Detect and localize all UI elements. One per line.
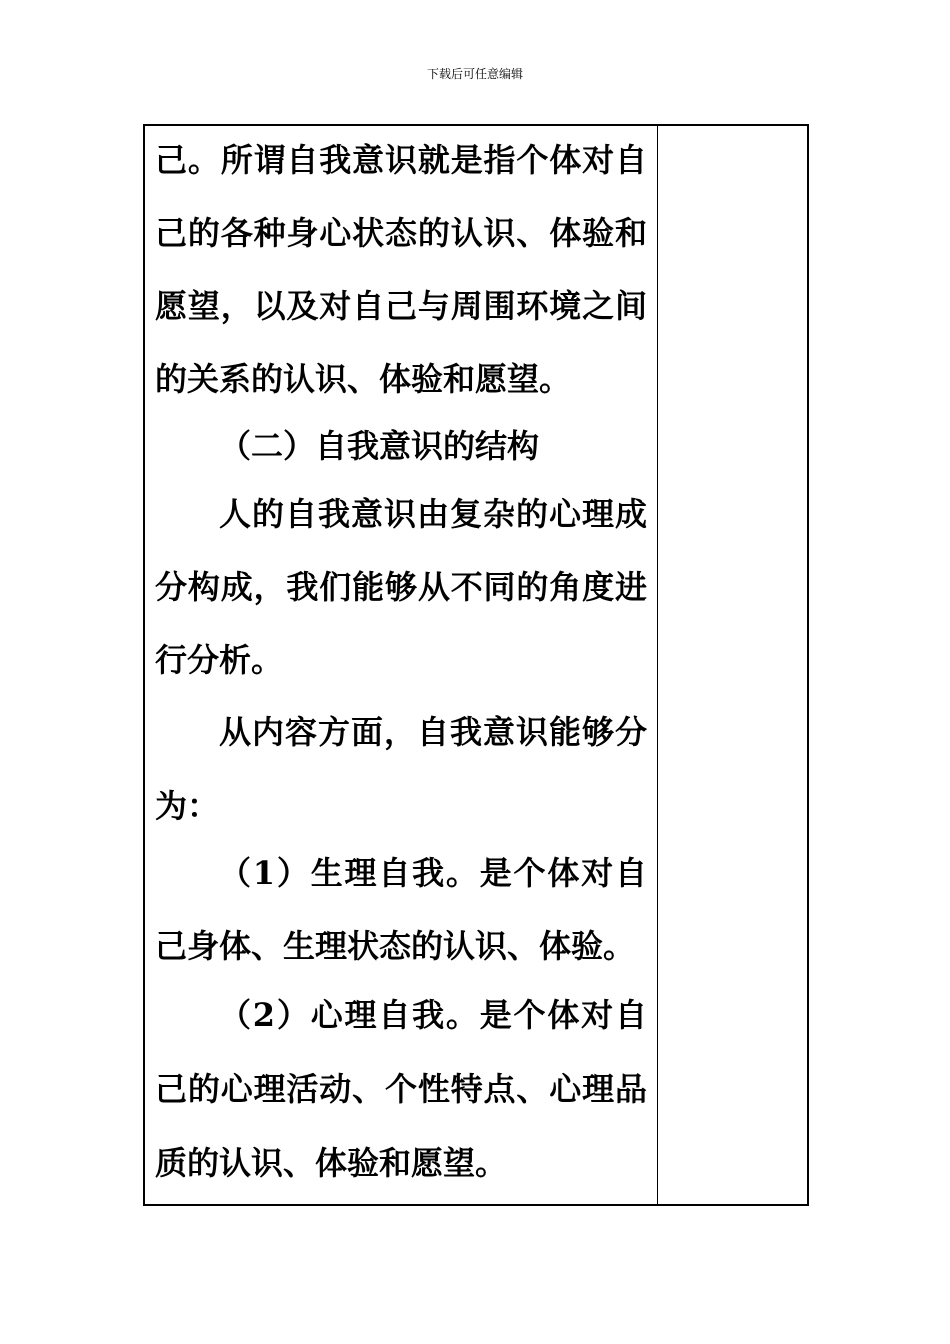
- text-line: 己的各种身心状态的认识、体验和: [155, 214, 647, 252]
- text-line: 从内容方面，自我意识能够分: [219, 713, 647, 751]
- text-line: 行分析。: [155, 641, 284, 679]
- document-table: [143, 124, 809, 1206]
- section-heading: （二）自我意识的结构: [219, 427, 540, 465]
- text-line: 愿望，以及对自己与周围环境之间: [155, 287, 647, 325]
- page-header: 下载后可任意编辑: [426, 67, 523, 81]
- text-line: 分构成，我们能够从不同的角度进: [155, 568, 647, 606]
- text-line: 质的认识、体验和愿望。: [155, 1144, 508, 1182]
- text-line: 己的心理活动、个性特点、心理品: [155, 1070, 647, 1108]
- empty-cell: [658, 126, 807, 1204]
- text-line: 为：: [155, 787, 220, 825]
- text-line: 的关系的认识、体验和愿望。: [155, 360, 572, 398]
- text-line: 人的自我意识由复杂的心理成: [219, 495, 647, 533]
- list-item: （2）心理自我。是个体对自: [219, 996, 647, 1034]
- text-line: 己身体、生理状态的认识、体验。: [155, 927, 636, 965]
- text-line: 己。所谓自我意识就是指个体对自: [155, 141, 647, 179]
- list-item: （1）生理自我。是个体对自: [219, 854, 647, 892]
